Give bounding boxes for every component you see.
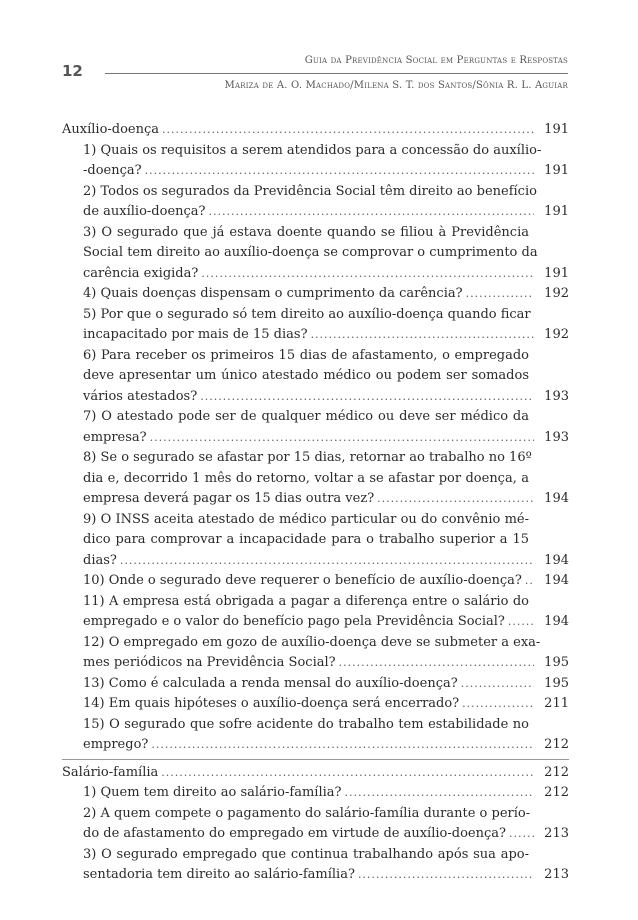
dot-leader (161, 763, 534, 784)
toc-entry-text: 5) Por que o segurado só tem direito ao auxílio-doença quando ficar (83, 306, 531, 322)
toc-entry-text: 1) Quais os requisitos a serem atendidos para a concessão do auxílio- (83, 142, 542, 158)
toc-page-number: 213 (544, 867, 569, 882)
toc-page-number: 191 (544, 204, 569, 219)
toc-entry-text: carência exigida? (83, 265, 199, 281)
toc-page-number: 212 (544, 737, 569, 752)
toc-entry-line (62, 633, 569, 654)
toc-entry-line (62, 387, 569, 408)
dot-leader (508, 612, 534, 633)
toc-entry-text: deve apresentar um único atestado médico ou podem ser somados (83, 368, 529, 383)
toc-entry-text: 15) O segurado que sofre acidente do trabalho tem estabilidade no (83, 716, 529, 732)
toc-entry-text: emprego? (83, 737, 149, 752)
toc-section (62, 120, 569, 756)
toc-entry-line (62, 284, 569, 305)
toc-page-number: 195 (544, 675, 569, 691)
dot-leader (201, 264, 534, 285)
header-rule (105, 73, 568, 74)
toc-page-number: 191 (544, 122, 569, 137)
toc-entry-text: -doença? (83, 163, 142, 178)
toc-entry-text: dico para comprovar a incapacidade para o trabalho superior a 15 (83, 532, 529, 547)
toc-entry-line (62, 366, 569, 387)
toc-entry-line (62, 571, 569, 592)
toc-entry-text: Social tem direito ao auxílio-doença se comprovar o cumprimento da (83, 245, 538, 260)
toc-entry-text: sentadoria tem direito ao salário-família? (83, 867, 355, 882)
toc-entry-line (62, 469, 569, 490)
toc-entry-text: 10) Onde o segurado deve requerer o benefício de auxílio-doença? (83, 573, 522, 588)
toc-entry-line (62, 243, 569, 264)
toc-entry-text: vários atestados? (83, 388, 198, 404)
toc-entry-text: 4) Quais doenças dispensam o cumprimento da carência? (83, 286, 463, 301)
toc-entry-text: dia e, decorrido 1 mês do retorno, voltar a se afastar por doença, a (83, 470, 529, 486)
toc-entry-line (62, 161, 569, 182)
dot-leader (162, 120, 534, 141)
page-number: 12 (62, 62, 83, 80)
toc-section-title: Salário-família (62, 764, 159, 780)
dot-leader (209, 202, 534, 223)
toc-entry-text: do de afastamento do empregado em virtude de auxílio-doença? (83, 826, 506, 841)
toc-entry-text: 3) O segurado empregado que continua trabalhando após sua apo- (83, 846, 529, 862)
toc-entry-line (62, 428, 569, 449)
toc-entry-line (62, 346, 569, 367)
toc-entry-line (62, 674, 569, 695)
toc-entry-text: 7) O atestado pode ser de qualquer médico ou deve ser médico da (83, 409, 529, 424)
toc-entry-text: 3) O segurado que já estava doente quando se filiou à Previdência (83, 224, 529, 240)
toc-entry-line (62, 407, 569, 428)
toc-page-number: 195 (544, 655, 569, 670)
toc-entry-text: 8) Se o segurado se afastar por 15 dias, retornar ao trabalho no 16º (83, 450, 532, 465)
dot-leader (358, 865, 534, 886)
dot-leader (200, 387, 534, 408)
dot-leader (145, 161, 534, 182)
toc-page-number: 193 (544, 429, 569, 445)
toc-entry-line (62, 694, 569, 715)
toc-entry-line (62, 715, 569, 736)
toc-page-number: 192 (544, 286, 569, 301)
dot-leader (466, 284, 534, 305)
toc-entry-text: de auxílio-doença? (83, 204, 206, 219)
dot-leader (509, 824, 534, 845)
dot-leader (339, 653, 534, 674)
toc-entry-text: dias? (83, 552, 117, 568)
toc-page-number: 194 (544, 552, 569, 568)
toc-page-number: 212 (544, 785, 569, 800)
dot-leader (462, 694, 534, 715)
toc-entry-text: empresa deverá pagar os 15 dias outra vez? (83, 491, 375, 506)
toc-section-title: Auxílio-doença (62, 122, 160, 137)
toc-entry-line (62, 448, 569, 469)
toc-entry-line (62, 551, 569, 572)
toc-entry-line (62, 141, 569, 162)
toc-entry-text: empregado e o valor do benefício pago pela Previdência Social? (83, 614, 505, 629)
dot-leader (311, 325, 534, 346)
toc-entry-text: 6) Para receber os primeiros 15 dias de afastamento, o empregado (83, 347, 529, 363)
toc-entry-line (62, 223, 569, 244)
toc-entry-line (62, 510, 569, 531)
toc-entry-text: 11) A empresa está obrigada a pagar a diferença entre o salário do (83, 593, 529, 609)
toc-page-number: 194 (544, 491, 569, 506)
toc-entry-text: 12) O empregado em gozo de auxílio-doença deve se submeter a exa- (83, 634, 541, 650)
running-header-title: Guia da Previdência Social em Perguntas e Respostas (304, 55, 568, 66)
toc-page-number: 191 (544, 163, 569, 178)
toc-page-number: 194 (544, 573, 569, 588)
toc-entry-line (62, 264, 569, 285)
toc-page-number: 213 (544, 826, 569, 841)
dot-leader (377, 489, 534, 510)
toc-entry-line (62, 865, 569, 886)
toc-section-line (62, 763, 569, 784)
toc-entry-line (62, 612, 569, 633)
toc-entry-text: 2) A quem compete o pagamento do salário-família durante o perío- (83, 805, 531, 821)
toc-page-number: 193 (544, 388, 569, 404)
dot-leader (151, 735, 534, 756)
toc-section-line (62, 120, 569, 141)
toc-entry-line (62, 530, 569, 551)
toc-entry-line (62, 305, 569, 326)
table-of-contents (62, 120, 569, 886)
toc-entry-text: 13) Como é calculada a renda mensal do auxílio-doença? (83, 675, 458, 691)
toc-entry-text: 14) Em quais hipóteses o auxílio-doença será encerrado? (83, 696, 460, 711)
toc-entry-line (62, 783, 569, 804)
toc-entry-text: 9) O INSS aceita atestado de médico particular ou do convênio mé- (83, 511, 529, 527)
toc-entry-line (62, 735, 569, 756)
toc-entry-text: empresa? (83, 429, 147, 445)
dot-leader (525, 571, 534, 592)
toc-entry-line (62, 202, 569, 223)
toc-page-number: 212 (544, 764, 569, 780)
toc-entry-line (62, 592, 569, 613)
toc-entry-text: 1) Quem tem direito ao salário-família? (83, 785, 342, 800)
toc-entry-line (62, 182, 569, 203)
toc-entry-line (62, 653, 569, 674)
toc-entry-line (62, 824, 569, 845)
running-header-authors: Mariza de A. O. Machado/Milena S. T. dos Santos/Sônia R. L. Aguiar (224, 80, 568, 91)
dot-leader (120, 551, 534, 572)
dot-leader (344, 783, 534, 804)
toc-page-number: 192 (544, 327, 569, 342)
toc-section (62, 759, 569, 886)
toc-page-number: 194 (544, 614, 569, 629)
dot-leader (150, 428, 534, 449)
toc-entry-line (62, 325, 569, 346)
toc-entry-line (62, 845, 569, 866)
toc-page-number: 191 (544, 265, 569, 281)
toc-entry-text: 2) Todos os segurados da Previdência Social têm direito ao benefício (83, 183, 537, 199)
toc-entry-text: mes periódicos na Previdência Social? (83, 655, 336, 670)
toc-entry-line (62, 489, 569, 510)
toc-entry-line (62, 804, 569, 825)
toc-page-number: 211 (544, 696, 569, 711)
dot-leader (461, 674, 534, 695)
toc-entry-text: incapacitado por mais de 15 dias? (83, 327, 308, 342)
